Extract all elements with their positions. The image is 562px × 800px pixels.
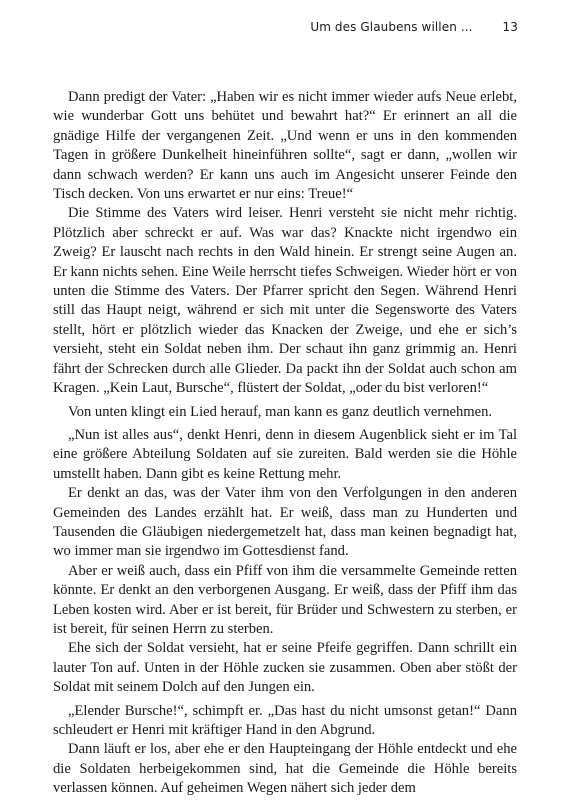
paragraph: Die Stimme des Vaters wird leiser. Henri versteht sie nicht mehr richtig. Plötzlich aber schreckt er auf. Was war das? Knackte nicht irgendwo ein Zweig? Er lauscht nach rechts in den Wald hinein. Er strengt seine Augen an. Er kann nichts sehen. Eine Weile herrscht tiefes Schweigen. Wieder hört er von unten die Stimme des Vaters. Der Pfarrer spricht den Segen. Während Henri still das Haupt neigt, während er sich mit unter die Segensworte des Vaters stellt, hört er plötzlich wieder das Knacken der Zweige, und ehe er sich’s versieht, steht ein Soldat neben ihm. Der schaut ihn ganz grimmig an. Henri fährt der Schrecken durch alle Glieder. Da packt ihn der Soldat auch schon am Kragen. „Kein Laut, Bursche“, flüstert der Soldat, „oder du bist verloren!“ [53, 205, 517, 397]
running-head [310, 20, 518, 34]
paragraph: Aber er weiß auch, dass ein Pfiff von ihm die versammelte Gemeinde retten könnte. Er denkt an den verborgenen Ausgang. Er weiß, dass der Pfiff ihm das Leben kosten wird. Aber er ist bereit, für Brüder und Schwestern zu sterben, er ist bereit, für seinen Herrn zu sterben. [53, 562, 517, 637]
paragraph: Von unten klingt ein Lied herauf, man kann es ganz deutlich vernehmen. [68, 403, 493, 420]
paragraph: Dann predigt der Vater: „Haben wir es nicht immer wieder aufs Neue erlebt, wie wunderbar Gott uns behütet und bewahrt hat?“ Er erinnert an all die gnädige Hilfe der vergangenen Zeit. „Und wenn er uns in den kommenden Tagen in größere Dunkelheit hineinführen sollte“, sagt er dann, „wollen wir dann schwach werden? Er kann uns auch im Angesicht unserer Feinde den Tisch decken. Von uns erwartet er nur eins: Treue!“ [53, 89, 517, 203]
paragraph: „Nun ist alles aus“, denkt Henri, denn in diesem Augenblick sieht er im Tal eine größere Abteilung Soldaten auf sie zureiten. Bald werden sie die Höhle umstellt haben. Dann gibt es keine Rettung mehr. [53, 426, 517, 482]
page-body [53, 88, 517, 799]
paragraph: Ehe sich der Soldat versieht, hat er seine Pfeife gegriffen. Dann schrillt ein lauter Ton auf. Unten in der Höhle zucken sie zusammen. Oben aber stößt der Soldat mit seinem Dolch auf den Jungen ein. [53, 640, 517, 696]
page-number: 13 [502, 20, 518, 34]
paragraph: Dann läuft er los, aber ehe er den Haupteingang der Höhle entdeckt und ehe die Soldaten herbeigekommen sind, hat die Gemeinde die Höhle bereits verlassen können. Auf geheimen Wegen nähert sich jeder dem [53, 741, 517, 797]
paragraph: „Elender Bursche!“, schimpft er. „Das hast du nicht umsonst getan!“ Dann schleudert er Henri mit kräftiger Hand in den Abgrund. [53, 702, 517, 738]
paragraph: Er denkt an das, was der Vater ihm von den Verfolgungen in den anderen Gemeinden des Landes erzählt hat. Er weiß, dass man zu Hunderten und Tausenden die Gläubigen niedergemetzelt hat, dass man keinen begnadigt hat, wo immer man sie irgendwo im Gottesdienst fand. [53, 485, 517, 560]
running-title: Um des Glaubens willen ... [310, 20, 473, 34]
